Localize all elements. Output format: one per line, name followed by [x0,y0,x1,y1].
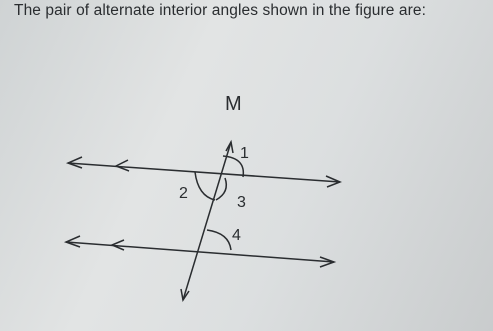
upper-parallel-line [68,157,340,187]
angle-label-4: 4 [232,227,241,244]
transversal-line-m [181,142,233,300]
angle-label-3: 3 [237,194,246,211]
angle-label-1: 1 [240,145,249,162]
angle-2-arc [195,172,215,200]
transversal-label-m: M [225,93,242,115]
question-text: The pair of alternate interior angles shown in the figure are: [14,2,427,19]
angle-3-arc [216,178,226,200]
lower-parallel-line [66,236,334,267]
angle-label-2: 2 [179,185,188,202]
angle-4-arc [207,230,231,250]
